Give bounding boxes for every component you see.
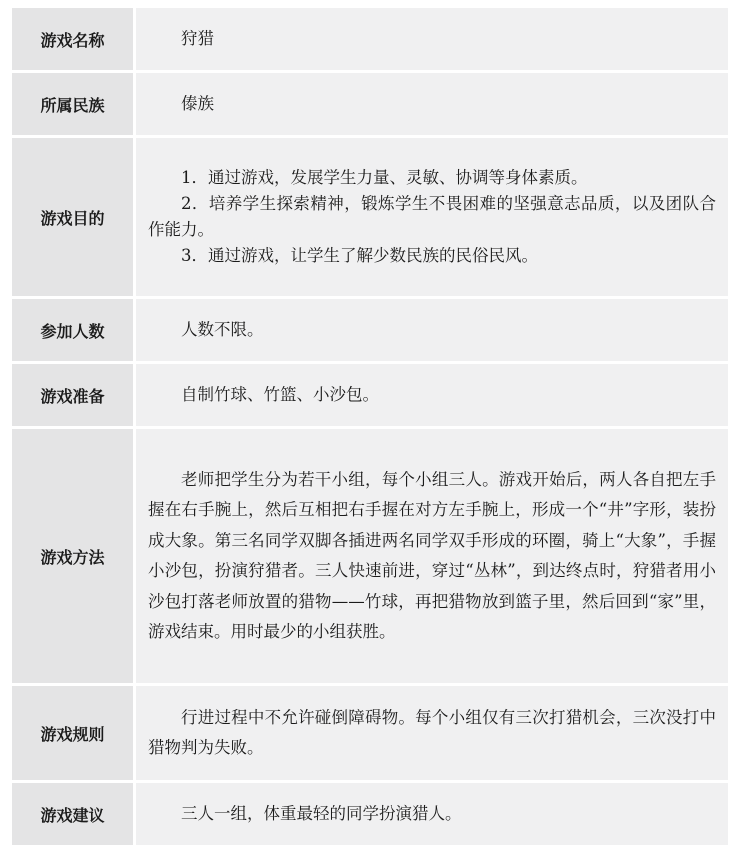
row-text: 傣族 xyxy=(181,93,214,113)
purpose-item-2: 2．培养学生探索精神，锻炼学生不畏困难的坚强意志品质，以及团队合作能力。 xyxy=(148,194,716,239)
row-value-purpose xyxy=(136,138,728,296)
row-value-preparation xyxy=(136,364,728,426)
row-value-name xyxy=(136,8,728,70)
row-text: 狩猎 xyxy=(181,28,214,48)
row-value-rules xyxy=(136,686,728,780)
row-text: 自制竹球、竹篮、小沙包。 xyxy=(181,384,379,404)
row-label-participants: 参加人数 xyxy=(12,299,133,361)
purpose-item-3: 3．通过游戏，让学生了解少数民族的民俗民风。 xyxy=(181,246,538,265)
row-text: 三人一组，体重最轻的同学扮演猎人。 xyxy=(181,803,462,823)
row-label-name: 游戏名称 xyxy=(12,8,133,70)
row-label-purpose: 游戏目的 xyxy=(12,138,133,296)
row-label-preparation: 游戏准备 xyxy=(12,364,133,426)
purpose-item-1: 1．通过游戏，发展学生力量、灵敏、协调等身体素质。 xyxy=(181,168,588,187)
row-text: 老师把学生分为若干小组，每个小组三人。游戏开始后，两人各自把左手握在右手腕上，然后互相把右手握在对方左手腕上，形成一个“井”字形，装扮成大象。第三名同学双脚各插进两名同学双手形成的环圈，骑上“大象”，手握小沙包，扮演狩猎者。三人快速前进，穿过“丛林”，到达终点时，狩猎者用小沙包打落老师放置的猎物——竹球，再把猎物放到篮子里，然后回到“家”里，游戏结束。用时最少的小组获胜。 xyxy=(148,469,716,641)
row-value-participants xyxy=(136,299,728,361)
row-label-ethnicity: 所属民族 xyxy=(12,73,133,135)
row-text: 行进过程中不允许碰倒障碍物。每个小组仅有三次打猎机会，三次没打中猎物判为失败。 xyxy=(148,707,716,757)
row-value-ethnicity xyxy=(136,73,728,135)
row-label-suggestion: 游戏建议 xyxy=(12,783,133,845)
game-info-table xyxy=(12,8,728,845)
row-label-method: 游戏方法 xyxy=(12,429,133,683)
row-value-suggestion xyxy=(136,783,728,845)
row-label-rules: 游戏规则 xyxy=(12,686,133,780)
row-value-method xyxy=(136,429,728,683)
row-text: 人数不限。 xyxy=(181,319,264,339)
